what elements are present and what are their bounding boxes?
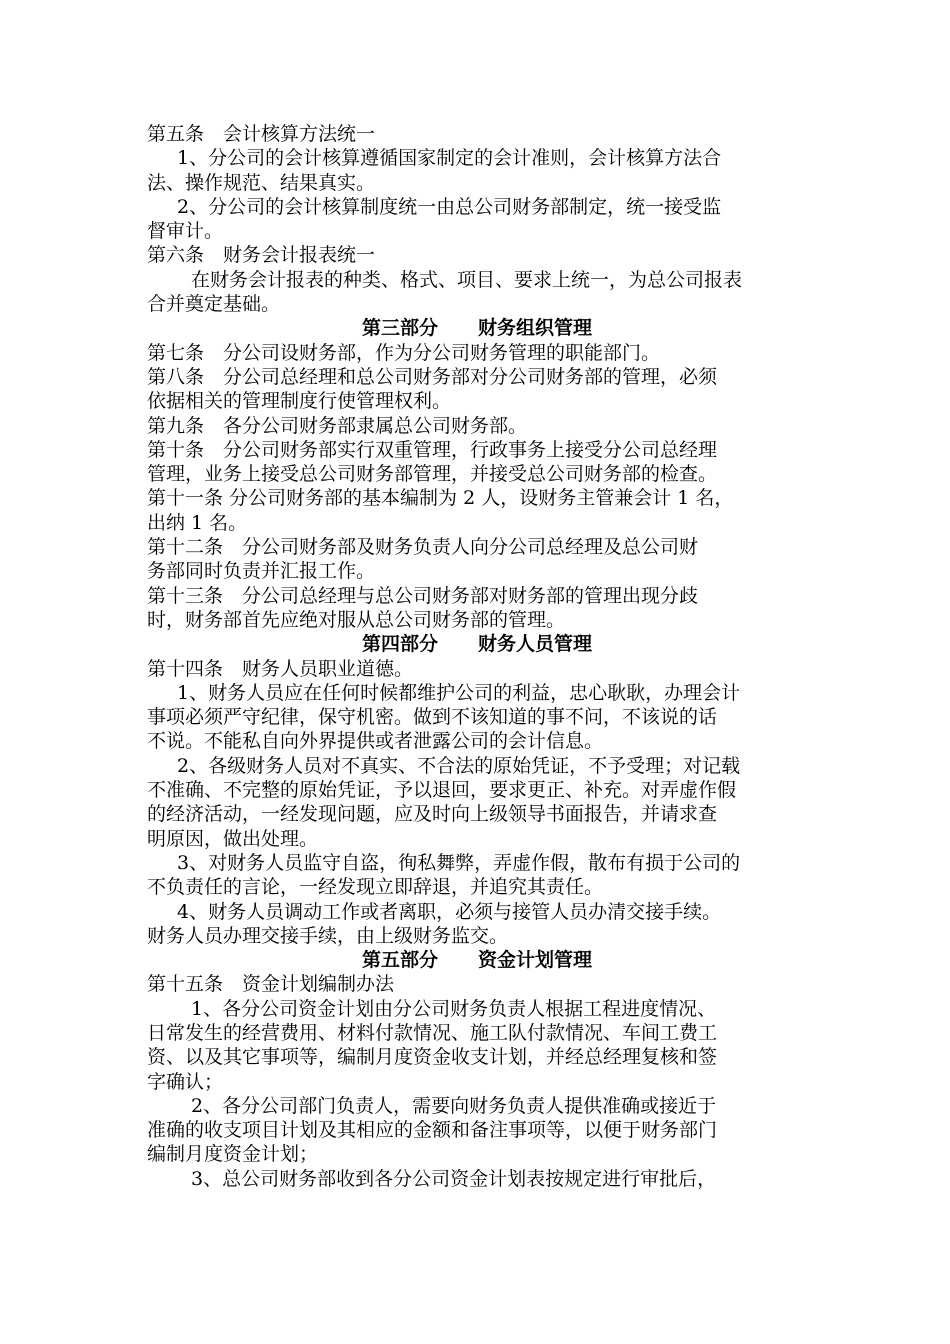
text-line: 第十条 分公司财务部实行双重管理，行政事务上接受分公司总经理	[147, 438, 718, 461]
text-line: 时，财务部首先应绝对服从总公司财务部的管理。	[147, 608, 566, 631]
section-number: 第四部分	[361, 633, 438, 656]
text-line: 法、操作规范、结果真实。	[147, 171, 376, 194]
text-line: 第十四条 财务人员职业道德。	[147, 657, 414, 680]
text-line: 的经济活动，一经发现问题，应及时向上级领导书面报告，并请求查	[147, 803, 718, 826]
section-heading	[147, 632, 807, 656]
text-line: 第七条 分公司设财务部，作为分公司财务管理的职能部门。	[147, 341, 661, 364]
text-line: 第九条 各分公司财务部隶属总公司财务部。	[147, 414, 528, 437]
text-line: 出纳 1 名。	[147, 511, 248, 534]
text-line: 1、分公司的会计核算遵循国家制定的会计准则，会计核算方法合	[177, 147, 722, 170]
text-line: 第十一条 分公司财务部的基本编制为 2 人，设财务主管兼会计 1 名，	[147, 487, 734, 510]
text-line: 督审计。	[147, 220, 224, 243]
text-line: 1、各分公司资金计划由分公司财务负责人根据工程进度情况、	[191, 997, 717, 1020]
text-line: 第十五条 资金计划编制办法	[147, 973, 395, 996]
section-number: 第五部分	[361, 949, 438, 972]
section-heading	[147, 948, 807, 972]
text-line: 准确的收支项目计划及其相应的金额和备注事项等，以便于财务部门	[147, 1119, 718, 1142]
text-line: 3、总公司财务部收到各分公司资金计划表按规定进行审批后，	[191, 1167, 717, 1190]
text-line: 管理，业务上接受总公司财务部管理，并接受总公司财务部的检查。	[147, 463, 718, 486]
text-line: 资、以及其它事项等，编制月度资金收支计划，并经总经理复核和签	[147, 1046, 718, 1069]
text-line: 在财务会计报表的种类、格式、项目、要求上统一，为总公司报表	[191, 268, 743, 291]
text-line: 依据相关的管理制度行使管理权利。	[147, 390, 452, 413]
text-line: 第十三条 分公司总经理与总公司财务部对财务部的管理出现分歧	[147, 584, 699, 607]
text-line: 3、对财务人员监守自盗，徇私舞弊，弄虚作假，散布有损于公司的	[177, 851, 741, 874]
text-line: 不负责任的言论，一经发现立即辞退，并追究其责任。	[147, 876, 604, 899]
section-title: 财务组织管理	[478, 317, 593, 340]
section-heading	[147, 316, 807, 340]
text-line: 字确认；	[147, 1070, 224, 1093]
text-line: 合并奠定基础。	[147, 293, 281, 316]
document-page	[147, 122, 807, 1191]
text-line: 2、分公司的会计核算制度统一由总公司财务部制定，统一接受监	[177, 195, 722, 218]
text-line: 不说。不能私自向外界提供或者泄露公司的会计信息。	[147, 730, 604, 753]
section-title: 资金计划管理	[478, 949, 593, 972]
text-line: 第五条 会计核算方法统一	[147, 123, 376, 145]
text-line: 事项必须严守纪律，保守机密。做到不该知道的事不问，不该说的话	[147, 706, 718, 729]
text-line: 财务人员办理交接手续，由上级财务监交。	[147, 924, 509, 947]
text-line: 明原因，做出处理。	[147, 827, 319, 850]
text-line: 第八条 分公司总经理和总公司财务部对分公司财务部的管理，必须	[147, 365, 718, 388]
text-line: 4、财务人员调动工作或者离职，必须与接管人员办清交接手续。	[177, 900, 722, 923]
text-line: 务部同时负责并汇报工作。	[147, 560, 376, 583]
text-line: 第十二条 分公司财务部及财务负责人向分公司总经理及总公司财	[147, 536, 699, 559]
text-line: 不准确、不完整的原始凭证，予以退回，要求更正、补充。对弄虚作假	[147, 779, 737, 802]
section-title: 财务人员管理	[478, 633, 593, 656]
text-line: 2、各级财务人员对不真实、不合法的原始凭证，不予受理；对记载	[177, 754, 741, 777]
text-line: 第六条 财务会计报表统一	[147, 244, 376, 267]
text-line: 编制月度资金计划；	[147, 1143, 319, 1166]
text-line: 1、财务人员应在任何时候都维护公司的利益，忠心耿耿，办理会计	[177, 681, 741, 704]
text-line: 2、各分公司部门负责人，需要向财务负责人提供准确或接近于	[191, 1094, 717, 1117]
section-number: 第三部分	[361, 317, 438, 340]
text-line: 日常发生的经营费用、材料付款情况、施工队付款情况、车间工费工	[147, 1021, 718, 1044]
